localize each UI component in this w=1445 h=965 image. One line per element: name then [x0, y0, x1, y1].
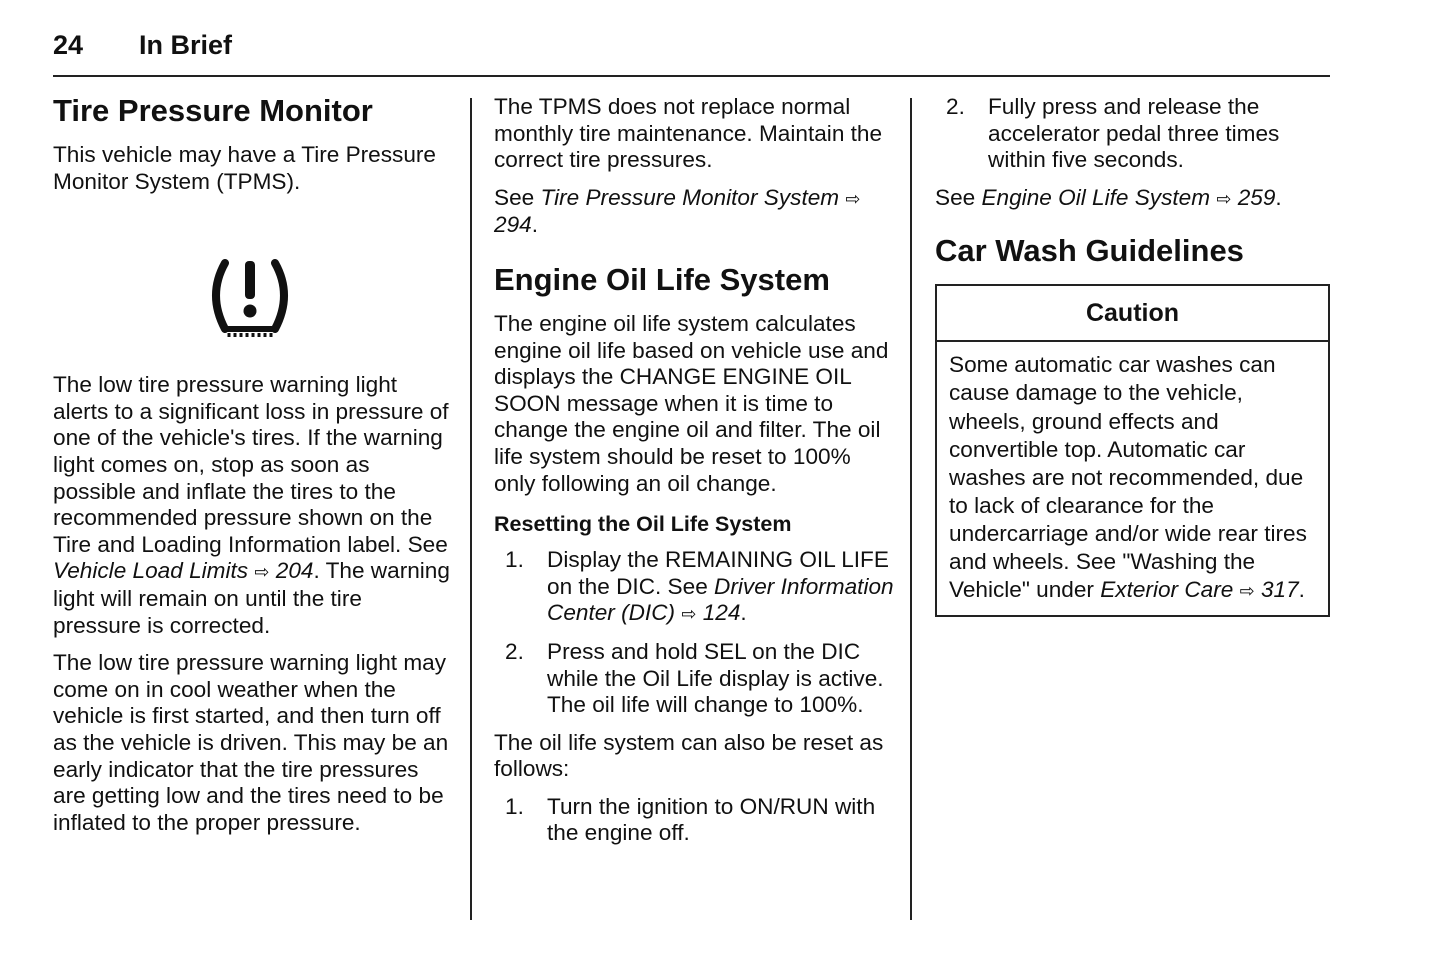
caution-text: Some automatic car washes can cause damage to the vehicle, wheels, ground effects and convertible top. Automatic car washes are not recommended, due to lack of clearance for the undercarriage and/or wide rear tires and wheels. See "Washing the Vehicle" under [949, 352, 1307, 603]
heading-car-wash-guidelines: Car Wash Guidelines [935, 233, 1244, 269]
reset-steps-list [494, 547, 894, 719]
column-divider [470, 98, 472, 920]
tpms-intro: This vehicle may have a Tire Pressure Monitor System (TPMS). [53, 142, 436, 194]
xref-label: Tire Pressure Monitor System [540, 184, 840, 210]
step-number: 1. [505, 793, 524, 819]
caution-title: Caution [937, 286, 1328, 342]
heading-engine-oil-life-system: Engine Oil Life System [494, 261, 830, 297]
oil-life-description: The engine oil life system calculates engine oil life based on vehicle use and displays the CHANGE ENGINE OIL SOON message when it is time to change the engine oil and filter. The oil life system should be reset to 100% only following an oil change. [494, 310, 889, 496]
list-item [494, 794, 894, 847]
see-label: See [494, 184, 541, 210]
xref-arrow-icon: ⇨ [845, 188, 861, 209]
xref-label: Vehicle Load Limits [53, 558, 249, 584]
step-text: Press and hold SEL on the DIC while the Oil Life display is active. The oil life will change to 100%. [547, 638, 884, 718]
xref-arrow-icon: ⇨ [254, 562, 270, 583]
step-number: 2. [946, 94, 965, 119]
xref-label: Engine Oil Life System [981, 184, 1211, 210]
xref-arrow-icon: ⇨ [1239, 581, 1255, 602]
see-also-engine-oil-life: See Engine Oil Life System ⇨ 259. [935, 184, 1282, 210]
xref-engine-oil-life-system[interactable] [981, 185, 1275, 210]
step-number: 2. [505, 638, 524, 664]
section-title: In Brief [139, 30, 233, 60]
xref-page: 204 [275, 558, 314, 584]
step-text: Display the REMAINING OIL LIFE on the DIC. See [547, 547, 889, 599]
alternate-reset-steps-list [494, 794, 894, 847]
page-header [53, 30, 1330, 77]
xref-page: 259 [1237, 184, 1276, 210]
column-3 [935, 92, 1330, 617]
see-label: See [935, 184, 982, 210]
caution-body: Some automatic car washes can cause damage to the vehicle, wheels, ground effects and convertible top. Automatic car washes are not recommended, due to lack of clearance for the undercarriage and/or wide rear tires and wheels. See "Washing the Vehicle" under Exterior Care ⇨ 317. [949, 352, 1307, 603]
xref-page: 294 [494, 212, 532, 238]
xref-page: 317 [1260, 577, 1299, 603]
step-number: 1. [505, 547, 524, 573]
paragraph-text: The low tire pressure warning light alerts to a significant loss in pressure of one of the vehicle's tires. If the warning light comes on, stop as soon as possible and inflate the tires to the recommended pressure shown on the Tire and Loading Information label. See [53, 372, 449, 557]
list-item [935, 94, 1330, 174]
list-item: 1. Display the REMAINING OIL LIFE on the DIC. See Driver Information Center (DIC) ⇨ 124. [505, 547, 894, 626]
column-1 [53, 92, 453, 847]
alternate-reset-paragraph: The oil life system can also be reset as follows: [494, 729, 884, 782]
xref-label: Exterior Care [1100, 577, 1234, 603]
xref-page: 124 [702, 600, 741, 626]
cool-weather-paragraph: The low tire pressure warning light may come on in cool weather when the vehicle is first started, and then turn off as the vehicle is driven. This may be an early indicator that the tire pressures are getting low and the tires need to be inflated to the proper pressure. [53, 650, 449, 835]
list-item [494, 639, 894, 719]
caution-box [935, 284, 1330, 617]
low-pressure-warning-paragraph [53, 372, 453, 639]
xref-arrow-icon: ⇨ [681, 604, 697, 625]
subheading-resetting-oil-life: Resetting the Oil Life System [494, 512, 792, 537]
paragraph-text: . The warning light will remain on until the tire pressure is corrected. [53, 558, 450, 638]
xref-tire-pressure-monitor-system[interactable] [494, 185, 860, 238]
column-2 [494, 92, 894, 858]
page-number: 24 [53, 30, 84, 60]
tire-pressure-warning-icon [205, 251, 295, 341]
see-also-tpms: See Tire Pressure Monitor System ⇨ 294. [494, 184, 861, 238]
tpms-maintenance-paragraph: The TPMS does not replace normal monthly tire maintenance. Maintain the correct tire pressures. [494, 94, 883, 173]
xref-arrow-icon: ⇨ [1216, 188, 1232, 209]
xref-exterior-care[interactable] [1100, 577, 1298, 602]
xref-vehicle-load-limits[interactable] [53, 558, 313, 583]
xref-label: Driver Information Center (DIC) [547, 573, 894, 626]
tire-pressure-warning-icon [53, 206, 453, 372]
step-text: Fully press and release the accelerator pedal three times within five seconds. [988, 94, 1280, 173]
heading-tire-pressure-monitor: Tire Pressure Monitor [53, 93, 373, 128]
column-divider [910, 98, 912, 920]
step-text: Turn the ignition to ON/RUN with the engine off. [547, 793, 876, 846]
alternate-reset-steps-continued [935, 94, 1330, 174]
